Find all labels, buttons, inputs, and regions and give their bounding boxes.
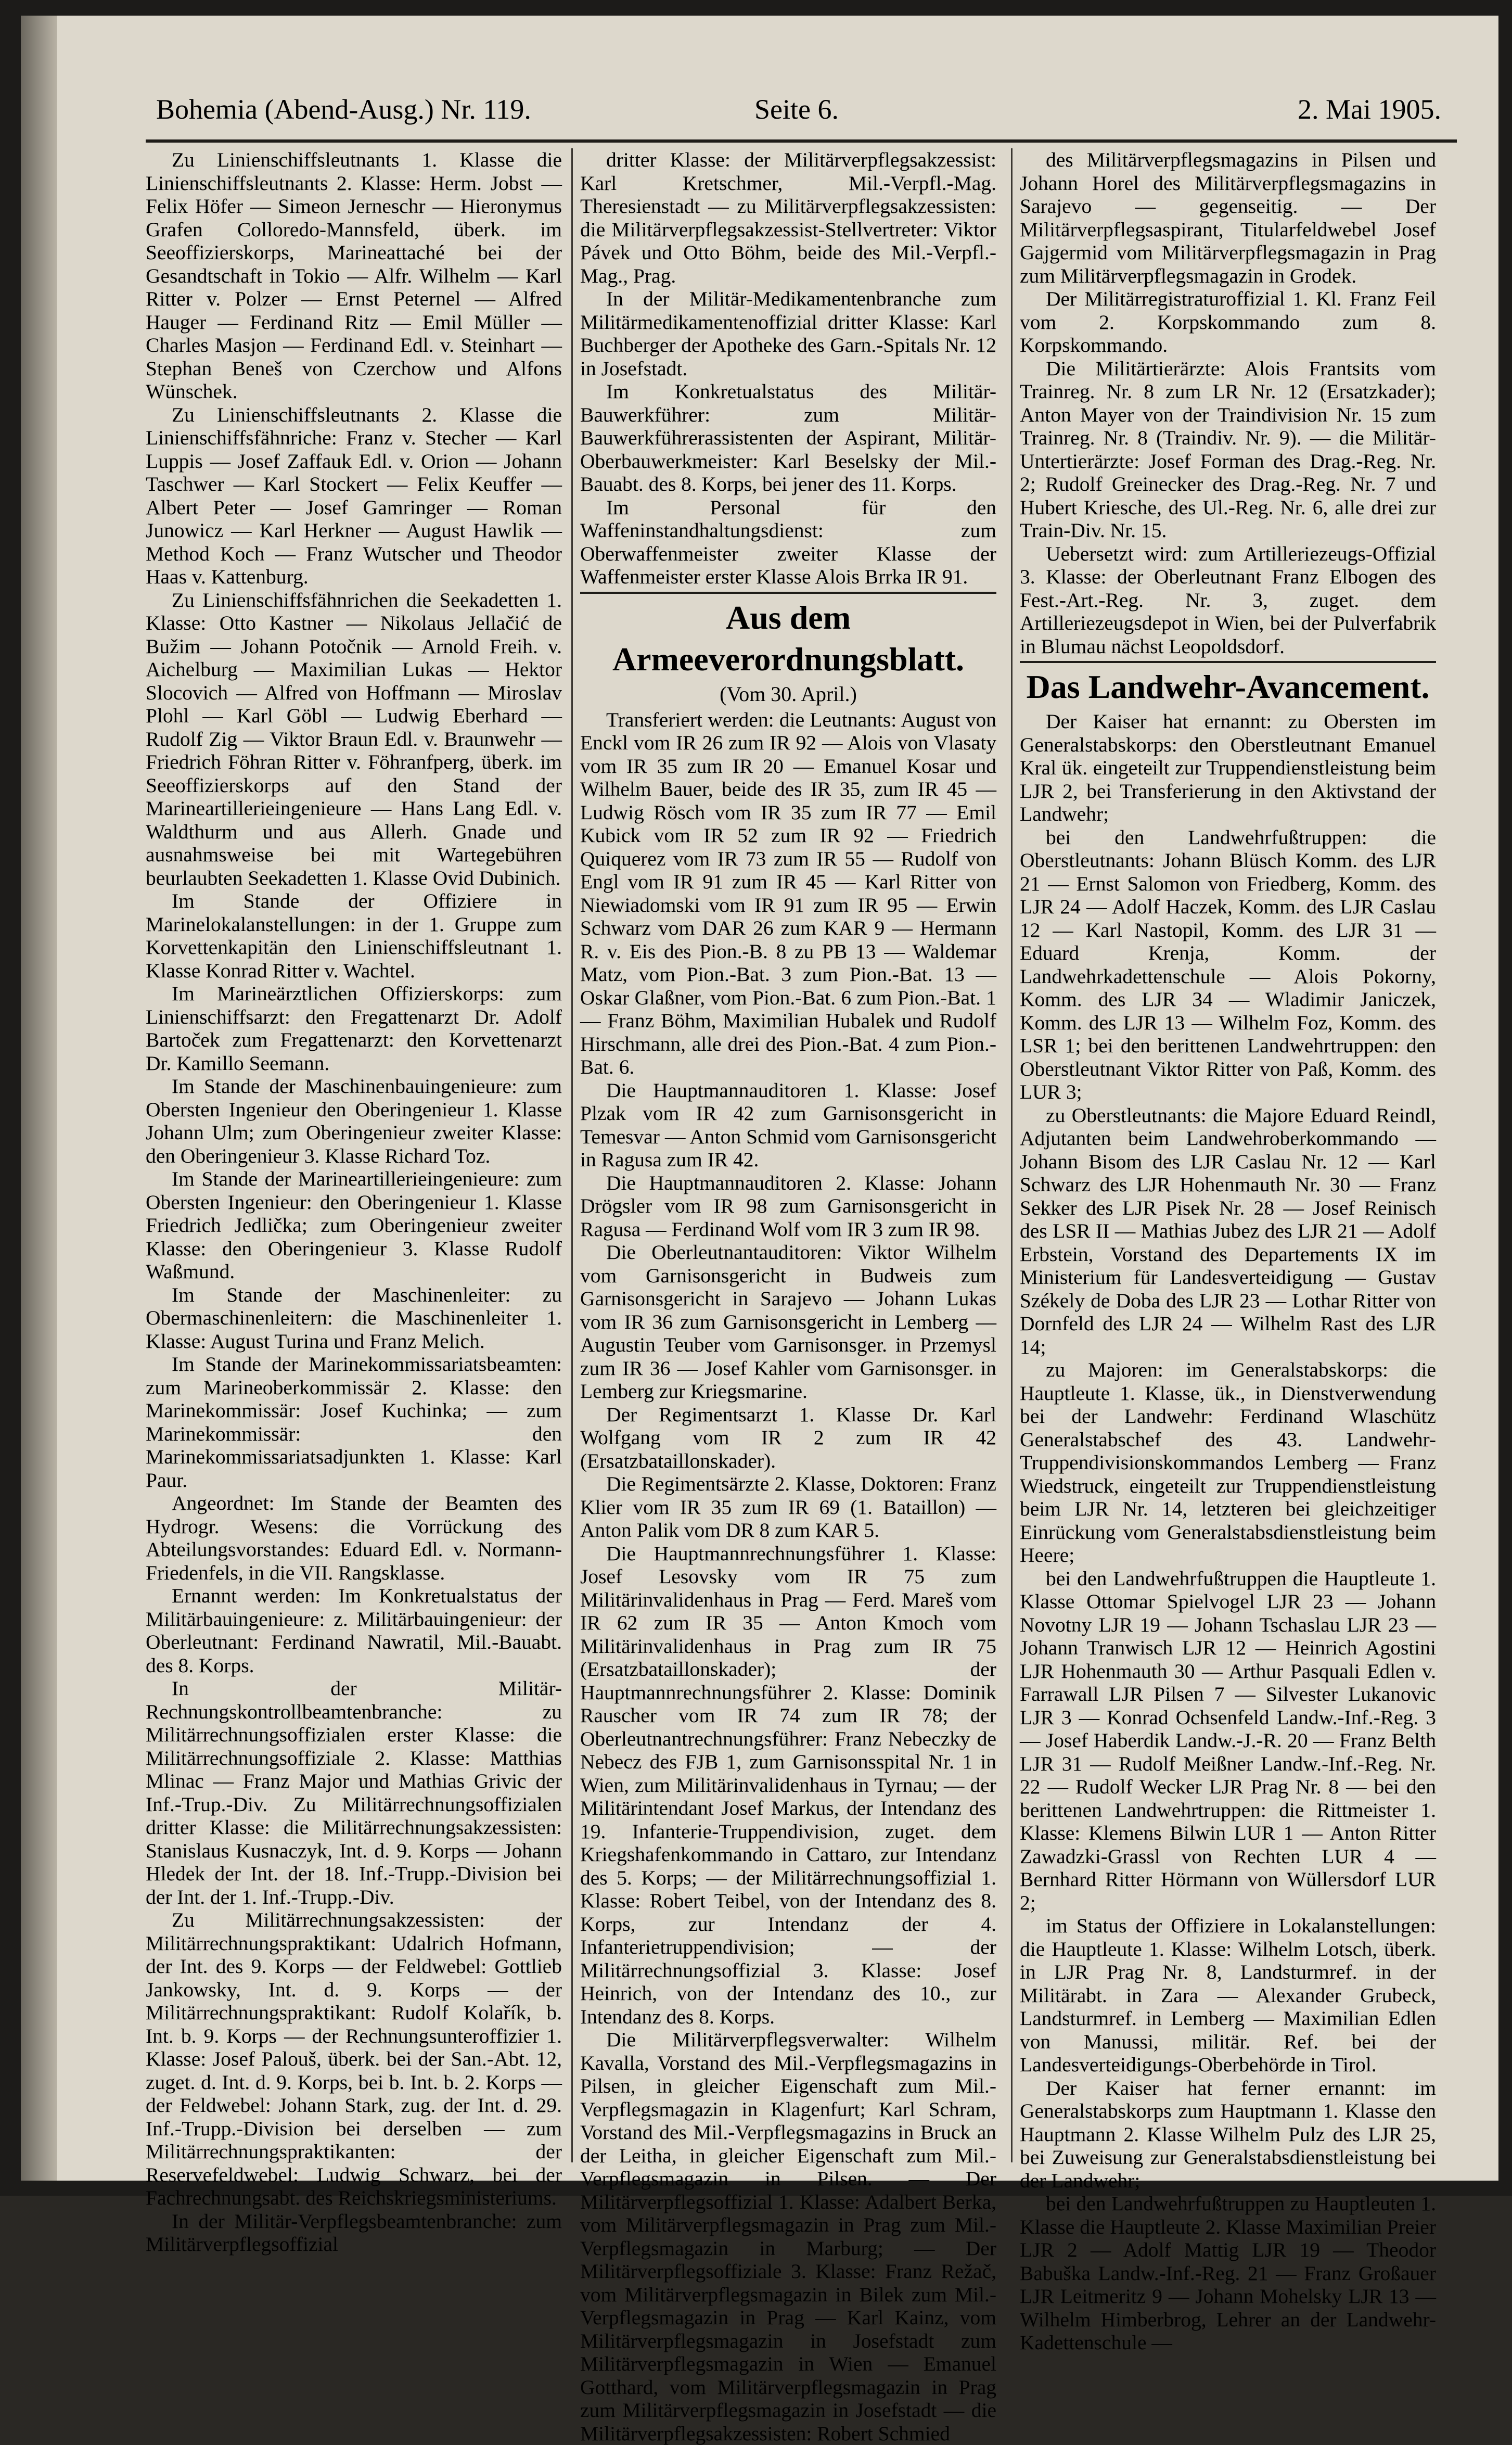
header-rule — [146, 139, 1457, 143]
paragraph: bei den Landwehrfußtruppen die Hauptleute 1. Klasse Ottomar Spielvogel LJR 23 — Johann Novotny LJR 19 — Johann Tschaslau LJR 23 — Johann Tranwisch LJR 12 — Heinrich Agostini LJR Hohenmauth 30 — Arthur Pasquali Edlen v. Farrawall LJR Pilsen 7 — Silvester Lukanovic LJR 3 — Konrad Ochsenfeld Landw.-Inf.-Reg. 3 — Josef Haberdik Landw.-J.-R. 20 — Franz Belth LJR 31 — Rudolf Meißner Landw.-Inf.-Reg. Nr. 22 — Rudolf Wecker LJR Prag Nr. 8 — bei den berittenen Landwehrtruppen: die Rittmeister 1. Klasse: Klemens Bilwin LUR 1 — Anton Ritter Zawadzki-Grassl von Rechten LUR 4 — Bernhard Ritter Hörmann von Wüllersdorf LUR 2; — [1020, 1567, 1436, 1914]
paragraph: Der Kaiser hat ferner ernannt: im Generalstabskorps zum Hauptmann 1. Klasse den Hauptmann 2. Klasse Wilhelm Pulz des LJR 25, bei Zuweisung zur Generalstabsdienstleistung bei der Landwehr; — [1020, 2076, 1436, 2192]
header-date: 2. Mai 1905. — [1298, 94, 1441, 125]
paragraph: Die Hauptmannrechnungsführer 1. Klasse: Josef Lesovsky vom IR 75 zum Militärinvalidenhaus in Prag — Ferd. Mareš vom IR 62 zum IR 35 — Anton Kmoch vom Militärinvalidenhaus in Prag zum IR 75 (Ersatzbataillonskader); der Hauptmannrechnungsführer 2. Klasse: Dominik Rauscher vom IR 74 zum IR 78; der Oberleutnantrechnungsführer: Franz Nebeczky de Nebecz des FJB 1, zum Garnisonsspital Nr. 1 in Wien, zum Militärinvalidenhaus in Tyrnau; — der Militärintendant Josef Markus, der Intendanz des 19. Infanterie-Truppendivision, zuget. dem Kriegshafenkommando in Cattaro, zur Intendanz des 5. Korps; — der Militärrechnungsoffizial 1. Klasse: Robert Teibel, von der Intendanz des 8. Korps, zur Intendanz der 4. Infanterietruppendivision; — der Militärrechnungsoffizial 3. Klasse: Josef Heinrich, von der Intendanz des 10., zur Intendanz des 8. Korps. — [580, 1542, 996, 2028]
paragraph: zu Majoren: im Generalstabskorps: die Hauptleute 1. Klasse, ük., in Dienstverwendung bei der Landwehr: Ferdinand Wlaschütz Generalstabschef des 43. Landwehr-Truppendivisionskommandos Lemberg — Franz Wiedstruck, eingeteilt zur Truppendienstleistung beim LJR Nr. 14, letzteren bei gleichzeitiger Einrückung vom Generalstabsdienstleistung beim Heere; — [1020, 1358, 1436, 1567]
paragraph: Die Militärverpflegsverwalter: Wilhelm Kavalla, Vorstand des Mil.-Verpflegsmagazins in Pilsen, in gleicher Eigenschaft zum Mil.-Verpflegsmagazin in Klagenfurt; Karl Schram, Vorstand des Mil.-Verpflegsmagazins in Bruck an der Leitha, in gleicher Eigenschaft zum Mil.-Verpflegsmagazin in Pilsen. — Der Militärverpflegsoffizial 1. Klasse: Adalbert Berka, vom Militärverpflegsmagazin in Prag zum Mil.-Verpflegsmagazin in Marburg; — Der Militärverpflegsoffiziale 3. Klasse: Franz Režač, vom Militärverpflegsmagazin in Bilek zum Mil.-Verpflegsmagazin in Prag — Karl Kainz, vom Militärverpflegsmagazin in Josefstadt zum Militärverpflegsmagazin in Wien — Emanuel Gotthard, vom Militärverpflegsmagazin in Prag zum Militärverpflegsmagazin in Josefstadt — die Militärverpflegsakzessisten: Robert Schmied — [580, 2028, 996, 2445]
page-header — [156, 86, 1441, 133]
paragraph: Im Stande der Marinekommissariatsbeamten: zum Marineoberkommissär 2. Klasse: den Marinekommissär: Josef Kuchinka; — zum Marinekommissär: den Marinekommissariatsadjunkten 1. Klasse: Karl Paur. — [146, 1353, 562, 1492]
column-3 — [1020, 148, 1436, 2354]
paragraph: Uebersetzt wird: zum Artilleriezeugs-Offizial 3. Klasse: der Oberleutnant Franz Elbogen des Fest.-Art.-Reg. Nr. 3, zuget. dem Artilleriezeugsdepot in Wien, bei der Pulverfabrik in Blumau nächst Leopoldsdorf. — [1020, 542, 1436, 658]
paragraph: im Status der Offiziere in Lokalanstellungen: die Hauptleute 1. Klasse: Wilhelm Lotsch, überk. in LJR Prag Nr. 8, Landsturmref. in der Militärabt. in Zara — Alexander Grubeck, Landsturmref. in Lemberg — Maximilian Edlen von Manussi, militär. Ref. bei der Landesverteidigungs-Oberbehörde in Tirol. — [1020, 1914, 1436, 2076]
paragraph: Der Regimentsarzt 1. Klasse Dr. Karl Wolfgang vom IR 2 zum IR 42 (Ersatzbataillonskader). — [580, 1403, 996, 1472]
paragraph: Der Militärregistraturoffizial 1. Kl. Franz Feil vom 2. Korpskommando zum 8. Korpskommando. — [1020, 287, 1436, 356]
paragraph: Im Stande der Offiziere in Marinelokalanstellungen: in der 1. Gruppe zum Korvettenkapitän den Linienschiffsleutnant 1. Klasse Konrad Ritter v. Wachtel. — [146, 889, 562, 982]
paragraph: Angeordnet: Im Stande der Beamten des Hydrogr. Wesens: die Vorrückung des Abteilungsvorstandes: Eduard Edl. v. Normann-Friedenfels, in die VII. Rangsklasse. — [146, 1492, 562, 1584]
paragraph: Im Stande der Maschinenbauingenieure: zum Obersten Ingenieur den Oberingenieur 1. Klasse Johann Ulm; zum Oberingenieur zweiter Klasse: den Oberingenieur 3. Klasse Richard Toz. — [146, 1075, 562, 1167]
paragraph: Der Kaiser hat ernannt: zu Obersten im Generalstabskorps: den Oberstleutnant Emanuel Kral ük. eingeteilt zur Truppendienstleistung beim LJR 2, bei Transferierung in den Aktivstand der Landwehr; — [1020, 710, 1436, 825]
section-title-armeeverordnungsblatt: Aus dem Armeeverordnungsblatt. — [580, 592, 996, 680]
paragraph: Im Marineärztlichen Offizierskorps: zum Linienschiffsarzt: den Fregattenarzt Dr. Adolf Bartoček zum Fregattenarzt: den Korvettenarzt Dr. Kamillo Seemann. — [146, 982, 562, 1075]
paragraph: Im Stande der Marineartillerieingenieure: zum Obersten Ingenieur: den Oberingenieur 1. Klasse Friedrich Jedlička; zum Oberingenieur zweiter Klasse: den Oberingenieur 3. Klasse Rudolf Waßmund. — [146, 1167, 562, 1283]
paragraph: Im Stande der Maschinenleiter: zu Obermaschinenleitern: die Maschinenleiter 1. Klasse: August Turina und Franz Melich. — [146, 1283, 562, 1353]
column-divider-1 — [571, 148, 573, 2162]
header-masthead: Bohemia (Abend-Ausg.) Nr. 119. — [156, 94, 531, 125]
paragraph: Zu Linienschiffsleutnants 2. Klasse die Linienschiffsfähnriche: Franz v. Stecher — Karl Luppis — Josef Zaffauk Edl. v. Orion — Johann Taschwer — Karl Stockert — Felix Keuffer — Albert Peter — Josef Gamringer — Roman Junowicz — Karl Herkner — August Hawlik — Method Koch — Franz Wutscher und Theodor Haas v. Kattenburg. — [146, 403, 562, 588]
column-2 — [580, 148, 996, 2445]
paragraph: Die Regimentsärzte 2. Klasse, Doktoren: Franz Klier vom IR 35 zum IR 69 (1. Bataillon) — Anton Palik vom DR 8 zum KAR 5. — [580, 1472, 996, 1542]
paragraph: Die Oberleutnantauditoren: Viktor Wilhelm vom Garnisonsgericht in Budweis zum Garnisonsgericht in Sarajevo — Johann Lukas vom IR 36 zum Garnisonsgericht in Lemberg — Augustin Teuber vom Garnisonsger. in Przemysl zum IR 36 — Josef Kahler vom Garnisonsger. in Lemberg zur Kriegsmarine. — [580, 1241, 996, 1403]
paragraph: In der Militär-Verpflegsbeamtenbranche: zum Militärverpflegsoffizial — [146, 2209, 562, 2256]
paragraph: bei den Landwehrfußtruppen: die Oberstleutnants: Johann Blüsch Komm. des LJR 21 — Ernst Salomon von Friedberg, Komm. des LJR 24 — Adolf Haczek, Komm. des LJR Caslau 12 — Karl Nastopil, Komm. des LJR 31 — Eduard Krenja, Komm. der Landwehrkadettenschule — Alois Pokorny, Komm. des LJR 34 — Wladimir Janiczek, Komm. des LJR 13 — Wilhelm Foz, Komm. des LSR 1; bei den berittenen Landwehrtruppen: den Oberstleutnant Viktor Ritter von Paß, Komm. des LUR 3; — [1020, 825, 1436, 1103]
section-title-landwehr-avancement: Das Landwehr-Avancement. — [1020, 661, 1436, 708]
paragraph: In der Militär-Medikamentenbranche zum Militärmedikamentenoffizial dritter Klasse: Karl Buchberger der Apotheke des Garn.-Spitals Nr. 12 in Josefstadt. — [580, 287, 996, 380]
paragraph: zu Oberstleutnants: die Majore Eduard Reindl, Adjutanten beim Landwehroberkommando — Johann Bisom des LJR Caslau Nr. 12 — Karl Schwarz des LJR Hohenmauth Nr. 30 — Franz Sekker des LJR Pisek Nr. 28 — Josef Reinisch des LSR II — Mathias Jubez des LJR 21 — Adolf Erbstein, Vorstand des Departements IX im Ministerium für Landesverteidigung — Gustav Székely de Doba des LJR 23 — Lothar Ritter von Dornfeld des LJR 24 — Wilhelm Rast des LJR 14; — [1020, 1103, 1436, 1358]
column-divider-2 — [1011, 148, 1013, 2162]
section-date: (Vom 30. April.) — [720, 682, 857, 706]
paragraph: Zu Militärrechnungsakzessisten: der Militärrechnungspraktikant: Udalrich Hofmann, der Int. des 9. Korps — der Feldwebel: Gottlieb Jankowsky, Int. d. 9. Korps — der Militärrechnungspraktikant: Rudolf Kolařík, b. Int. b. 9. Korps — der Rechnungsunteroffizier 1. Klasse: Josef Palouš, überk. bei der San.-Abt. 12, zuget. d. Int. d. 9. Korps, bei b. Int. b. 2. Korps — der Feldwebel: Johann Stark, zug. der Int. d. 29. Inf.-Trupp.-Division bei derselben — zum Militärrechnungspraktikanten: der Reservefeldwebel: Ludwig Schwarz, bei der Fachrechnungsabt. des Reichskriegsministeriums. — [146, 1908, 562, 2209]
paragraph: Die Hauptmannauditoren 2. Klasse: Johann Drögsler vom IR 98 zum Garnisonsgericht in Ragusa — Ferdinand Wolf vom IR 3 zum IR 98. — [580, 1171, 996, 1241]
binding-gutter — [21, 16, 57, 2181]
paragraph: Ernannt werden: Im Konkretualstatus der Militärbauingenieure: z. Militärbauingenieur: der Oberleutnant: Ferdinand Nawratil, Mil.-Bauabt. des 8. Korps. — [146, 1584, 562, 1677]
paragraph: dritter Klasse: der Militärverpflegsakzessist: Karl Kretschmer, Mil.-Verpfl.-Mag. Theresienstadt — zu Militärverpflegsakzessisten: die Militärverpflegsakzessist-Stellvertreter: Viktor Pávek und Otto Böhm, beide des Mil.-Verpfl.-Mag., Prag. — [580, 148, 996, 287]
paragraph: Zu Linienschiffsleutnants 1. Klasse die Linienschiffsleutnants 2. Klasse: Herm. Jobst — Felix Höfer — Simeon Jerneschr — Hieronymus Grafen Colloredo-Mannsfeld, überk. im Seeoffizierskorps, Marineattaché bei der Gesandtschaft in Tokio — Alfr. Wilhelm — Karl Ritter v. Polzer — Ernst Peternel — Alfred Hauger — Ferdinand Ritz — Emil Müller — Charles Masjon — Ferdinand Edl. v. Steinhart — Stephan Beneš von Czerchow und Alfons Wünschek. — [146, 148, 562, 403]
paragraph: Zu Linienschiffsfähnrichen die Seekadetten 1. Klasse: Otto Kastner — Nikolaus Jellačić de Bužim — Johann Potočnik — Arnold Freih. v. Aichelburg — Maximilian Lukas — Hektor Slocovich — Alfred von Hoffmann — Miroslav Plohl — Karl Göbl — Ludwig Eberhard — Rudolf Zig — Viktor Braun Edl. v. Braunwehr — Friedrich Föhran Ritter v. Föhranfperg, überk. im Seeoffizierskorps auf den Stand der Marineartillerieingenieure — Hans Lang Edl. v. Waldthurm und aus Allerh. Gnade und ausnahmsweise bei mit Wartegebühren beurlaubten Seekadetten 1. Klasse Ovid Dubinich. — [146, 588, 562, 889]
paragraph: In der Militär-Rechnungskontrollbeamtenbranche: zu Militärrechnungsoffizialen erster Klasse: die Militärrechnungsoffiziale 2. Klasse: Matthias Mlinac — Franz Major und Mathias Grivic der Inf.-Trup.-Div. Zu Militärrechnungsoffizialen dritter Klasse: die Militärrechnungsakzessisten: Stanislaus Kusnaczyk, Int. d. 9. Korps — Johann Hledek der Int. der 18. Inf.-Trupp.-Division bei der Int. der 1. Inf.-Trupp.-Div. — [146, 1677, 562, 1908]
paragraph: Transferiert werden: die Leutnants: August von Enckl vom IR 26 zum IR 92 — Alois von Vlasaty vom IR 35 zum IR 20 — Emanuel Kosar und Wilhelm Bauer, beide des IR 35, zum IR 45 — Ludwig Rösch vom IR 35 zum IR 77 — Emil Kubick vom IR 52 zum IR 92 — Friedrich Quiquerez vom IR 73 zum IR 55 — Rudolf von Engl vom IR 91 zum IR 45 — Karl Ritter von Niewiadomski vom IR 91 zum IR 95 — Erwin Schwarz vom DAR 26 zum KAR 9 — Hermann R. v. Eis des Pion.-B. 8 zu PB 13 — Waldemar Matz, vom Pion.-Bat. 3 zum Pion.-Bat. 13 — Oskar Glaßner, vom Pion.-Bat. 6 zum Pion.-Bat. 1 — Franz Böhm, Maximilian Hubalek und Rudolf Hirschmann, alle drei des Pion.-Bat. 4 zum Pion.-Bat. 6. — [580, 708, 996, 1078]
paragraph: Im Konkretualstatus des Militär-Bauwerkführer: zum Militär-Bauwerkführerassistenten der Aspirant, Militär-Oberbauwerkmeister: Karl Beselsky der Mil.-Bauabt. des 8. Korps, bei jener des 11. Korps. — [580, 380, 996, 495]
paragraph: Im Personal für den Waffeninstandhaltungsdienst: zum Oberwaffenmeister zweiter Klasse der Waffenmeister erster Klasse Alois Brrka IR 91. — [580, 495, 996, 588]
paragraph: des Militärverpflegsmagazins in Pilsen und Johann Horel des Militärverpflegsmagazins in Sarajevo — gegenseitig. — Der Militärverpflegsaspirant, Titularfeldwebel Josef Gajgermid vom Militärverpflegsmagazin in Prag zum Militärverpflegsmagazin in Grodek. — [1020, 148, 1436, 287]
paragraph: Die Hauptmannauditoren 1. Klasse: Josef Plzak vom IR 42 zum Garnisonsgericht in Temesvar — Anton Schmid vom Garnisonsgericht in Ragusa zum IR 42. — [580, 1078, 996, 1171]
paragraph: Die Militärtierärzte: Alois Frantsits vom Trainreg. Nr. 8 zum LR Nr. 12 (Ersatzkader); Anton Mayer von der Traindivision Nr. 15 zum Trainreg. Nr. 8 (Traindiv. Nr. 9). — die Militär-Untertierärzte: Josef Forman des Drag.-Reg. Nr. 2; Rudolf Greinecker des Drag.-Reg. Nr. 7 und Hubert Kriesche, des Ul.-Reg. Nr. 6, alle drei zur Train-Div. Nr. 15. — [1020, 356, 1436, 542]
paragraph: bei den Landwehrfußtruppen zu Hauptleuten 1. Klasse die Hauptleute 2. Klasse Maximilian Preier LJR 2 — Adolf Mattig LJR 19 — Theodor Babuška Landw.-Inf.-Reg. 21 — Franz Großauer LJR Leitmeritz 9 — Johann Mohelsky LJR 13 — Wilhelm Himberbrog, Lehrer an der Landwehr-Kadettenschule — — [1020, 2192, 1436, 2354]
header-page-number: Seite 6. — [754, 94, 839, 125]
column-1 — [146, 148, 562, 2256]
